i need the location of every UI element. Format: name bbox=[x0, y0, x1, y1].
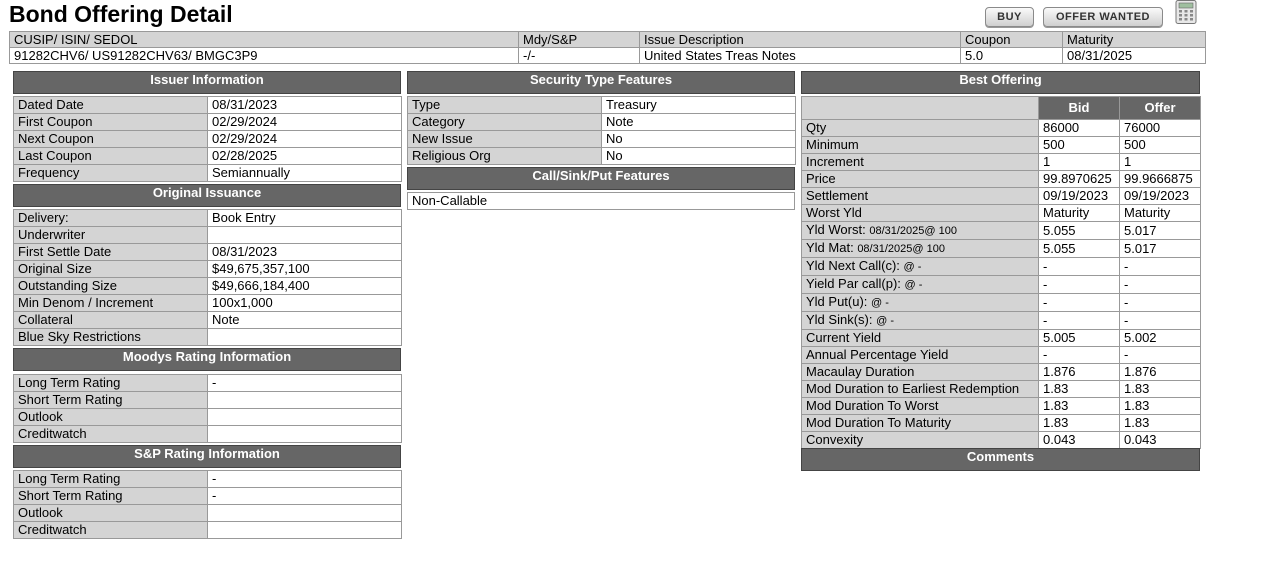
row-label-text: Yield Par call(p): bbox=[806, 276, 901, 291]
offer-value: 1 bbox=[1120, 154, 1201, 171]
row-label-text: Mod Duration to Earliest Redemption bbox=[806, 381, 1020, 396]
row-label bbox=[802, 364, 1039, 381]
row-label-sub: @ - bbox=[904, 279, 923, 291]
offer-value: - bbox=[1120, 258, 1201, 276]
comments-header: Comments bbox=[801, 448, 1200, 471]
offer-value: 5.017 bbox=[1120, 240, 1201, 258]
table-row bbox=[802, 312, 1201, 330]
row-label: Short Term Rating bbox=[14, 392, 208, 409]
table-row bbox=[802, 222, 1201, 240]
row-label-sub: @ - bbox=[903, 261, 922, 273]
row-label: First Coupon bbox=[14, 114, 208, 131]
header-label-description: Issue Description bbox=[640, 32, 961, 48]
bid-value: 5.055 bbox=[1039, 240, 1120, 258]
row-label-text: Yld Sink(s): bbox=[806, 312, 873, 327]
moodys-rating-header: Moodys Rating Information bbox=[13, 348, 401, 371]
row-label-text: Mod Duration To Worst bbox=[806, 398, 939, 413]
best-offering-table bbox=[801, 96, 1201, 449]
row-label: New Issue bbox=[408, 131, 602, 148]
row-value: $49,666,184,400 bbox=[208, 278, 402, 295]
row-label-text: Yld Next Call(c): bbox=[806, 258, 900, 273]
row-label: Category bbox=[408, 114, 602, 131]
table-row bbox=[14, 278, 402, 295]
row-label bbox=[802, 154, 1039, 171]
row-label bbox=[802, 432, 1039, 449]
table-row bbox=[802, 432, 1201, 449]
row-value: - bbox=[208, 488, 402, 505]
row-value bbox=[208, 392, 402, 409]
bid-value: - bbox=[1039, 258, 1120, 276]
row-label-text: Minimum bbox=[806, 137, 859, 152]
row-label: Long Term Rating bbox=[14, 375, 208, 392]
call-sink-put-table bbox=[407, 192, 795, 210]
bond-header-table bbox=[9, 31, 1206, 64]
row-label-text: Macaulay Duration bbox=[806, 364, 915, 379]
table-row bbox=[802, 240, 1201, 258]
bid-value: 500 bbox=[1039, 137, 1120, 154]
security-type-table bbox=[407, 96, 796, 165]
row-label: Underwriter bbox=[14, 227, 208, 244]
row-label bbox=[802, 258, 1039, 276]
offer-value: - bbox=[1120, 276, 1201, 294]
row-label: Creditwatch bbox=[14, 522, 208, 539]
offer-value: 5.002 bbox=[1120, 330, 1201, 347]
row-label: Next Coupon bbox=[14, 131, 208, 148]
row-value: 02/28/2025 bbox=[208, 148, 402, 165]
offer-value: 5.017 bbox=[1120, 222, 1201, 240]
table-row bbox=[408, 193, 795, 210]
row-value: Semiannually bbox=[208, 165, 402, 182]
table-row bbox=[802, 381, 1201, 398]
table-row bbox=[802, 120, 1201, 137]
row-label: Dated Date bbox=[14, 97, 208, 114]
table-row bbox=[14, 375, 402, 392]
row-label bbox=[802, 171, 1039, 188]
row-label: Outlook bbox=[14, 505, 208, 522]
bid-value: - bbox=[1039, 276, 1120, 294]
row-label: Short Term Rating bbox=[14, 488, 208, 505]
row-value: - bbox=[208, 375, 402, 392]
row-value: Note bbox=[602, 114, 796, 131]
row-label bbox=[802, 398, 1039, 415]
row-value: 100x1,000 bbox=[208, 295, 402, 312]
row-label bbox=[802, 330, 1039, 347]
bid-value: 86000 bbox=[1039, 120, 1120, 137]
table-row bbox=[802, 171, 1201, 188]
offer-value: - bbox=[1120, 347, 1201, 364]
best-offering-header: Best Offering bbox=[801, 71, 1200, 94]
row-value bbox=[208, 227, 402, 244]
table-row bbox=[14, 131, 402, 148]
row-value: No bbox=[602, 131, 796, 148]
row-value: Note bbox=[208, 312, 402, 329]
row-value bbox=[208, 409, 402, 426]
table-row bbox=[14, 488, 402, 505]
table-row bbox=[14, 210, 402, 227]
row-label: Long Term Rating bbox=[14, 471, 208, 488]
table-row bbox=[802, 258, 1201, 276]
table-row bbox=[802, 188, 1201, 205]
offer-value: 1.83 bbox=[1120, 398, 1201, 415]
table-row bbox=[14, 312, 402, 329]
row-label: Blue Sky Restrictions bbox=[14, 329, 208, 346]
row-label-text: Qty bbox=[806, 120, 827, 135]
row-value: $49,675,357,100 bbox=[208, 261, 402, 278]
table-row bbox=[802, 154, 1201, 171]
row-label-sub: 08/31/2025@ 100 bbox=[869, 225, 957, 237]
bid-value: 09/19/2023 bbox=[1039, 188, 1120, 205]
row-label-text: Yld Mat: bbox=[806, 240, 854, 255]
row-label bbox=[802, 415, 1039, 432]
table-row bbox=[408, 131, 796, 148]
calculator-icon[interactable] bbox=[1175, 0, 1197, 24]
header-label-rating: Mdy/S&P bbox=[519, 32, 640, 48]
bid-value: 5.055 bbox=[1039, 222, 1120, 240]
table-row bbox=[802, 398, 1201, 415]
issuer-information-table bbox=[13, 96, 402, 182]
row-value bbox=[208, 505, 402, 522]
row-value: Treasury bbox=[602, 97, 796, 114]
header-value-description: United States Treas Notes bbox=[640, 48, 961, 64]
row-label bbox=[802, 347, 1039, 364]
row-label: Last Coupon bbox=[14, 148, 208, 165]
row-label: Outlook bbox=[14, 409, 208, 426]
row-value bbox=[208, 522, 402, 539]
call-feature-value: Non-Callable bbox=[408, 193, 795, 210]
row-label: Outstanding Size bbox=[14, 278, 208, 295]
row-label-text: Increment bbox=[806, 154, 864, 169]
row-label bbox=[802, 381, 1039, 398]
row-label bbox=[802, 222, 1039, 240]
table-row bbox=[14, 148, 402, 165]
bid-value: 1.83 bbox=[1039, 398, 1120, 415]
header-value-rating: -/- bbox=[519, 48, 640, 64]
issuer-information-header: Issuer Information bbox=[13, 71, 401, 94]
bid-value: 99.8970625 bbox=[1039, 171, 1120, 188]
original-issuance-header: Original Issuance bbox=[13, 184, 401, 207]
sp-rating-table bbox=[13, 470, 402, 539]
table-row bbox=[14, 165, 402, 182]
table-row bbox=[14, 522, 402, 539]
row-label-sub: @ - bbox=[871, 297, 889, 309]
row-value: 08/31/2023 bbox=[208, 97, 402, 114]
offer-value: 1.83 bbox=[1120, 415, 1201, 432]
row-value: 02/29/2024 bbox=[208, 114, 402, 131]
bid-value: 0.043 bbox=[1039, 432, 1120, 449]
table-row bbox=[14, 244, 402, 261]
table-row bbox=[408, 148, 796, 165]
moodys-rating-table bbox=[13, 374, 402, 443]
row-label bbox=[802, 294, 1039, 312]
table-row bbox=[14, 97, 402, 114]
table-row bbox=[14, 295, 402, 312]
row-label-sub: 08/31/2025@ 100 bbox=[857, 243, 945, 255]
row-label: Type bbox=[408, 97, 602, 114]
row-value bbox=[208, 426, 402, 443]
table-row bbox=[802, 364, 1201, 381]
row-label: Min Denom / Increment bbox=[14, 295, 208, 312]
row-label-text: Mod Duration To Maturity bbox=[806, 415, 951, 430]
offer-value: 09/19/2023 bbox=[1120, 188, 1201, 205]
offer-wanted-button[interactable]: OFFER WANTED bbox=[1043, 7, 1163, 27]
bid-value: 1.83 bbox=[1039, 415, 1120, 432]
table-row bbox=[14, 426, 402, 443]
table-row bbox=[14, 227, 402, 244]
table-row bbox=[14, 505, 402, 522]
offer-value: 500 bbox=[1120, 137, 1201, 154]
row-value bbox=[208, 329, 402, 346]
row-label: Religious Org bbox=[408, 148, 602, 165]
row-label: Frequency bbox=[14, 165, 208, 182]
header-value-cusip: 91282CHV6/ US91282CHV63/ BMGC3P9 bbox=[10, 48, 519, 64]
row-value: 02/29/2024 bbox=[208, 131, 402, 148]
header-label-cusip: CUSIP/ ISIN/ SEDOL bbox=[10, 32, 519, 48]
row-value: No bbox=[602, 148, 796, 165]
row-label bbox=[802, 205, 1039, 222]
bid-value: - bbox=[1039, 312, 1120, 330]
table-row bbox=[802, 205, 1201, 222]
row-label-text: Yld Put(u): bbox=[806, 294, 868, 309]
bid-value: - bbox=[1039, 294, 1120, 312]
row-label-text: Price bbox=[806, 171, 836, 186]
table-row bbox=[408, 114, 796, 131]
security-type-header: Security Type Features bbox=[407, 71, 795, 94]
row-label-text: Settlement bbox=[806, 188, 869, 203]
offer-value: 1.876 bbox=[1120, 364, 1201, 381]
bid-value: 1.83 bbox=[1039, 381, 1120, 398]
table-row bbox=[14, 329, 402, 346]
header-label-coupon: Coupon bbox=[961, 32, 1063, 48]
offer-value: 76000 bbox=[1120, 120, 1201, 137]
table-row bbox=[14, 392, 402, 409]
offer-value: - bbox=[1120, 294, 1201, 312]
row-label: Creditwatch bbox=[14, 426, 208, 443]
offer-column-header: Offer bbox=[1120, 97, 1201, 120]
original-issuance-table bbox=[13, 209, 402, 346]
bid-column-header: Bid bbox=[1039, 97, 1120, 120]
row-label: Original Size bbox=[14, 261, 208, 278]
row-label bbox=[802, 137, 1039, 154]
table-row bbox=[802, 276, 1201, 294]
page-title: Bond Offering Detail bbox=[9, 1, 233, 27]
row-value: - bbox=[208, 471, 402, 488]
row-label-text: Yld Worst: bbox=[806, 222, 866, 237]
bid-value: 1.876 bbox=[1039, 364, 1120, 381]
table-row bbox=[408, 97, 796, 114]
table-row bbox=[14, 114, 402, 131]
bid-value: - bbox=[1039, 347, 1120, 364]
table-row bbox=[14, 409, 402, 426]
table-row bbox=[802, 294, 1201, 312]
row-label-text: Annual Percentage Yield bbox=[806, 347, 949, 362]
sp-rating-header: S&P Rating Information bbox=[13, 445, 401, 468]
table-header-row bbox=[802, 97, 1201, 120]
header-label-maturity: Maturity bbox=[1063, 32, 1206, 48]
offer-value: Maturity bbox=[1120, 205, 1201, 222]
header-value-maturity: 08/31/2025 bbox=[1063, 48, 1206, 64]
offer-value: 1.83 bbox=[1120, 381, 1201, 398]
bid-value: 1 bbox=[1039, 154, 1120, 171]
row-label: Collateral bbox=[14, 312, 208, 329]
table-row bbox=[802, 137, 1201, 154]
row-label: Delivery: bbox=[14, 210, 208, 227]
call-sink-put-header: Call/Sink/Put Features bbox=[407, 167, 795, 190]
bid-value: Maturity bbox=[1039, 205, 1120, 222]
offer-value: 0.043 bbox=[1120, 432, 1201, 449]
bid-value: 5.005 bbox=[1039, 330, 1120, 347]
table-row bbox=[802, 330, 1201, 347]
offer-value: - bbox=[1120, 312, 1201, 330]
buy-button[interactable]: BUY bbox=[985, 7, 1034, 27]
row-label-text: Current Yield bbox=[806, 330, 882, 345]
row-value: Book Entry bbox=[208, 210, 402, 227]
row-label bbox=[802, 120, 1039, 137]
row-label-sub: @ - bbox=[876, 315, 894, 327]
row-label bbox=[802, 240, 1039, 258]
row-label bbox=[802, 312, 1039, 330]
row-label bbox=[802, 188, 1039, 205]
row-label-text: Convexity bbox=[806, 432, 864, 447]
table-row bbox=[14, 261, 402, 278]
row-label-text: Worst Yld bbox=[806, 205, 862, 220]
header-value-coupon: 5.0 bbox=[961, 48, 1063, 64]
row-label: First Settle Date bbox=[14, 244, 208, 261]
row-label bbox=[802, 276, 1039, 294]
table-row bbox=[14, 471, 402, 488]
header-blank-cell bbox=[802, 97, 1039, 120]
offer-value: 99.9666875 bbox=[1120, 171, 1201, 188]
row-value: 08/31/2023 bbox=[208, 244, 402, 261]
table-row bbox=[802, 415, 1201, 432]
table-row bbox=[802, 347, 1201, 364]
